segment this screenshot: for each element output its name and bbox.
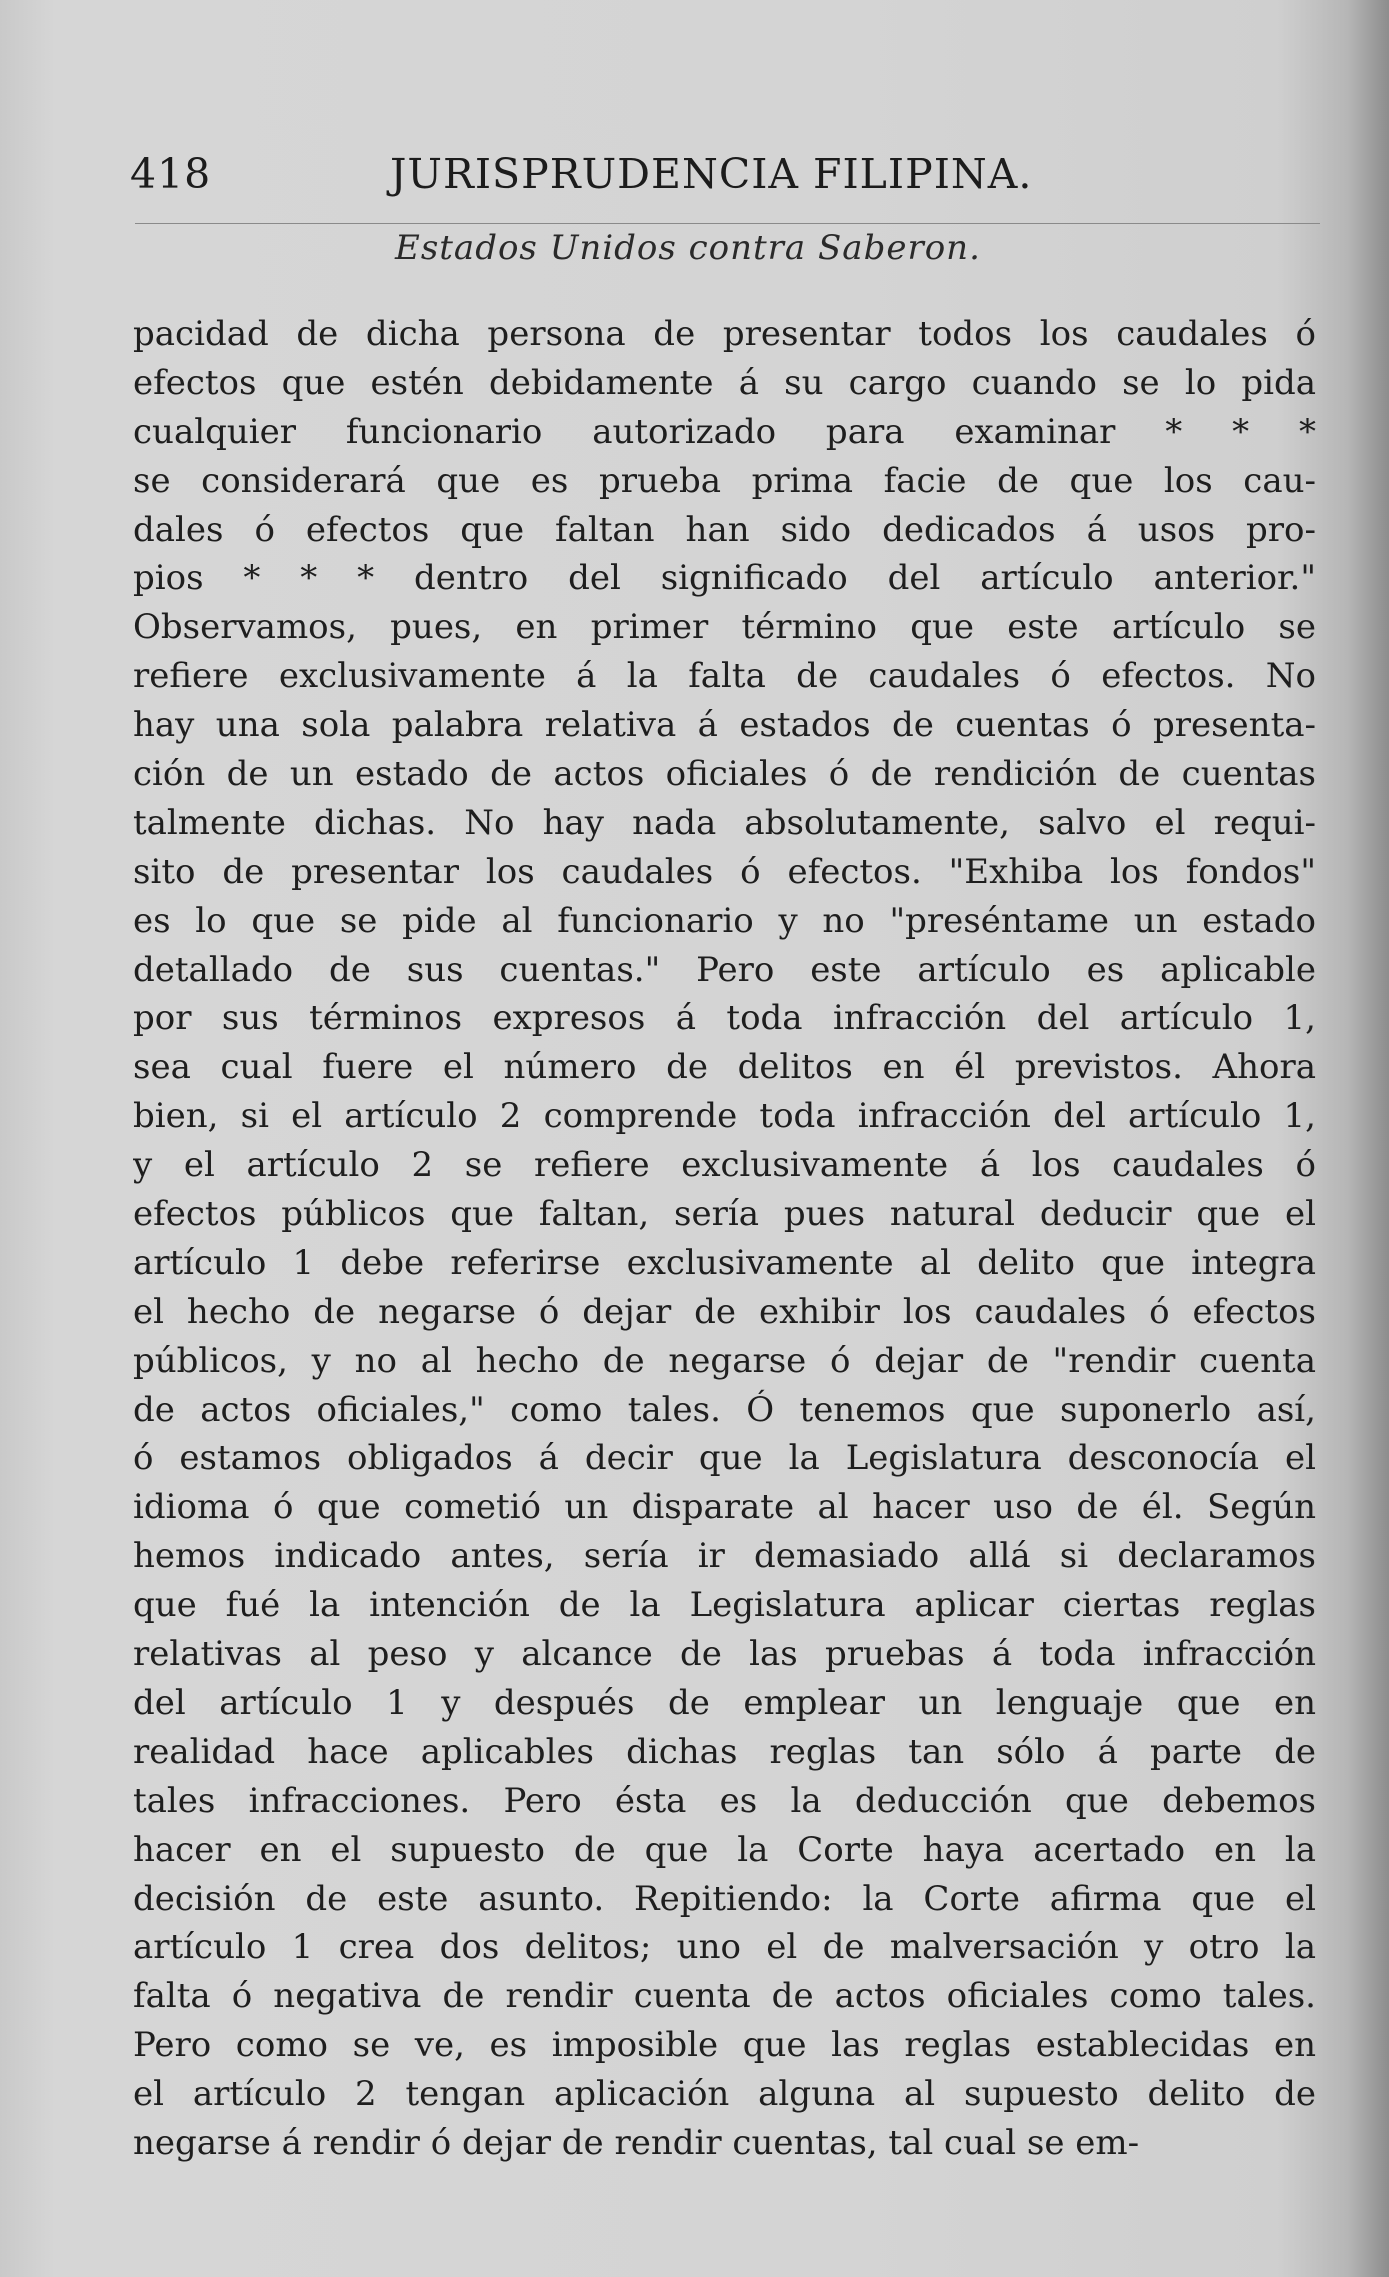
text-line: hay una sola palabra relativa á estados de cuentas ó presenta- [133, 705, 1316, 746]
text-line: efectos públicos que faltan, sería pues natural deducir que el [133, 1194, 1316, 1235]
text-line: detallado de sus cuentas." Pero este artículo es aplicable [133, 949, 1316, 990]
text-line: talmente dichas. No hay nada absolutamente, salvo el requi- [133, 802, 1316, 843]
text-line: Observamos, pues, en primer término que este artículo se [133, 607, 1316, 648]
text-line: de actos oficiales," como tales. Ó tenemos que suponerlo así, [133, 1389, 1316, 1430]
text-line: hacer en el supuesto de que la Corte haya acertado en la [133, 1829, 1316, 1870]
text-line: que fué la intención de la Legislatura aplicar ciertas reglas [133, 1585, 1316, 1626]
text-line: bien, si el artículo 2 comprende toda infracción del artículo 1, [133, 1096, 1316, 1137]
text-line: refiere exclusivamente á la falta de caudales ó efectos. No [133, 656, 1316, 697]
text-line: tales infracciones. Pero ésta es la deducción que debemos [133, 1780, 1316, 1821]
text-line: es lo que se pide al funcionario y no "preséntame un estado [133, 900, 1316, 941]
text-line: ó estamos obligados á decir que la Legislatura desconocía el [133, 1438, 1316, 1479]
text-line: relativas al peso y alcance de las pruebas á toda infracción [133, 1634, 1316, 1675]
text-line: por sus términos expresos á toda infracción del artículo 1, [133, 998, 1316, 1039]
text-line: y el artículo 2 se refiere exclusivamente á los caudales ó [133, 1145, 1316, 1186]
text-line: el artículo 2 tengan aplicación alguna al supuesto delito de [133, 2074, 1316, 2115]
text-line: negarse á rendir ó dejar de rendir cuentas, tal cual se em- [133, 2122, 1140, 2163]
case-title: Estados Unidos contra Saberon. [395, 228, 981, 268]
text-line: sea cual fuere el número de delitos en él previstos. Ahora [133, 1047, 1316, 1088]
text-line: decisión de este asunto. Repitiendo: la Corte afirma que el [133, 1878, 1316, 1919]
text-line: ción de un estado de actos oficiales ó de rendición de cuentas [133, 754, 1316, 795]
text-line: idioma ó que cometió un disparate al hacer uso de él. Según [133, 1487, 1316, 1528]
running-title: JURISPRUDENCIA FILIPINA. [390, 150, 1033, 198]
text-line: el hecho de negarse ó dejar de exhibir los caudales ó efectos [133, 1291, 1316, 1332]
text-line: hemos indicado antes, sería ir demasiado allá si declaramos [133, 1536, 1316, 1577]
text-line: cualquier funcionario autorizado para examinar * * * [133, 411, 1316, 452]
text-line: falta ó negativa de rendir cuenta de actos oficiales como tales. [133, 1976, 1316, 2017]
text-line: efectos que estén debidamente á su cargo cuando se lo pida [133, 362, 1316, 403]
header-rule [135, 223, 1320, 224]
text-line: realidad hace aplicables dichas reglas tan sólo á parte de [133, 1731, 1316, 1772]
text-line: artículo 1 crea dos delitos; uno el de malversación y otro la [133, 1927, 1316, 1968]
text-line: Pero como se ve, es imposible que las reglas establecidas en [133, 2025, 1316, 2066]
text-line: pios * * * dentro del significado del artículo anterior." [133, 558, 1316, 599]
page-number: 418 [130, 150, 212, 198]
text-line: pacidad de dicha persona de presentar todos los caudales ó [133, 314, 1316, 354]
text-line: se considerará que es prueba prima facie de que los cau- [133, 460, 1316, 501]
text-line: públicos, y no al hecho de negarse ó dejar de "rendir cuenta [133, 1340, 1316, 1381]
text-line: artículo 1 debe referirse exclusivamente al delito que integra [133, 1242, 1316, 1283]
body-text [133, 310, 1316, 2168]
page-header [130, 150, 1320, 210]
text-line: del artículo 1 y después de emplear un lenguaje que en [133, 1682, 1316, 1723]
text-line: dales ó efectos que faltan han sido dedicados á usos pro- [133, 509, 1316, 550]
text-line: sito de presentar los caudales ó efectos. "Exhiba los fondos" [133, 851, 1316, 892]
